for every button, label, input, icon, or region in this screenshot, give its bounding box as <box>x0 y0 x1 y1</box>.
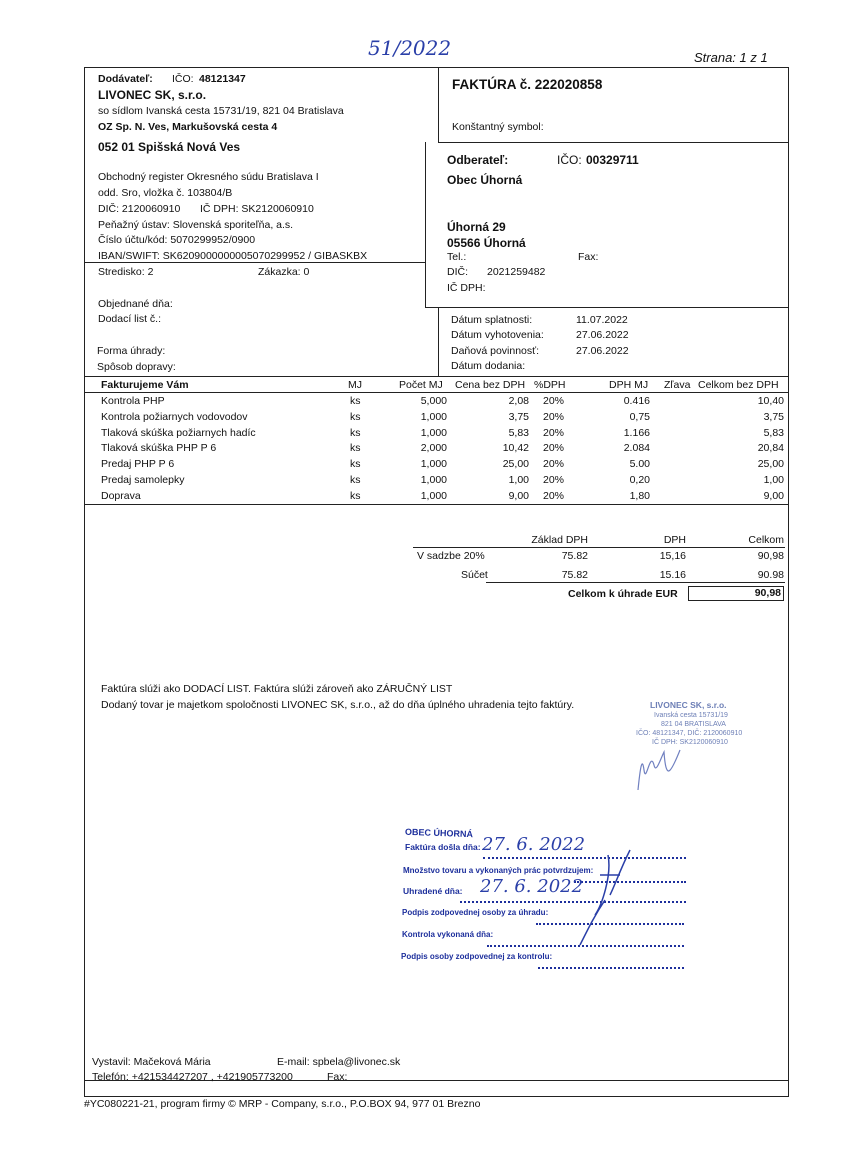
receipt-quantity-label: Množstvo tovaru a vykonaných prác potvrdzujem: <box>403 866 594 875</box>
page-number: Strana: 1 z 1 <box>694 50 768 65</box>
customer-city: 05566 Úhorná <box>447 236 526 250</box>
cell-vat-rate: 20% <box>543 410 565 423</box>
issued-by: Vystavil: Mačeková Mária <box>92 1056 211 1068</box>
cell-vat-unit: 5.00 <box>629 458 650 471</box>
summary-header-vat: DPH <box>663 534 686 546</box>
date-value: 11.07.2022 <box>576 314 628 326</box>
col-header-vat-rate: %DPH <box>534 379 566 391</box>
cell-qty: 2,000 <box>420 442 447 455</box>
cell-vat-rate: 20% <box>543 395 565 407</box>
supplier-iban: IBAN/SWIFT: SK6209000000005070299952 / GIBASKBX <box>98 250 368 262</box>
date-label: Dátum dodania: <box>451 360 526 372</box>
date-label: Daňová povinnosť: <box>451 345 539 357</box>
cell-vat-rate: 20% <box>543 489 565 502</box>
summary-sum-vat: 15.16 <box>659 569 686 581</box>
cell-vat-unit: 2.084 <box>623 442 650 455</box>
cell-price: 3,75 <box>508 410 529 423</box>
customer-fax: Fax: <box>578 251 599 263</box>
col-header-total: Celkom bez DPH <box>698 379 779 391</box>
summary-sum-total: 90.98 <box>757 569 784 581</box>
customer-name: Obec Úhorná <box>447 173 523 187</box>
summary-rate-label: V sadzbe 20% <box>417 550 485 562</box>
cell-price: 5,83 <box>508 426 529 439</box>
customer-tel: Tel.: <box>447 251 467 263</box>
customer-dic: 2021259482 <box>487 266 546 278</box>
footer-fax: Fax: <box>327 1071 348 1083</box>
col-header-unit: MJ <box>348 379 362 391</box>
note-delivery-warranty: Faktúra slúži ako DODACÍ LIST. Faktúra slúži zároveň ako ZÁRUČNÝ LIST <box>101 683 453 695</box>
cell-item: Tlaková skúška požiarnych hadíc <box>101 426 256 439</box>
customer-ico-label: IČO: <box>557 153 582 167</box>
cell-qty: 1,000 <box>420 426 447 439</box>
receipt-paid-label: Uhradené dňa: <box>403 886 463 896</box>
supplier-dic: DIČ: 2120060910 <box>98 203 181 215</box>
total-due-label: Celkom k úhrade EUR <box>568 588 678 600</box>
cell-vat-unit: 1.166 <box>623 426 650 439</box>
col-header-vat-unit: DPH MJ <box>609 379 649 391</box>
cell-price: 25,00 <box>502 458 529 471</box>
customer-icdph: IČ DPH: <box>447 282 486 294</box>
cell-total: 10,40 <box>757 395 784 407</box>
stamp-vat-id: IČ DPH: SK2120060910 <box>652 739 728 746</box>
cell-total: 20,84 <box>757 442 784 455</box>
summary-rate-total: 90,98 <box>757 550 784 562</box>
cell-item: Kontrola požiarnych vodovodov <box>101 410 248 423</box>
cell-vat-unit: 0,75 <box>629 410 650 423</box>
delivery-note-label: Dodací list č.: <box>98 313 162 325</box>
supplier-register: Obchodný register Okresného súdu Bratislava I <box>98 171 319 183</box>
supplier-name: LIVONEC SK, s.r.o. <box>98 88 207 102</box>
summary-sum-label: Súčet <box>461 569 488 581</box>
stredisko: Stredisko: 2 <box>98 266 154 278</box>
receipt-signature <box>560 845 640 955</box>
summary-sum-base: 75.82 <box>561 569 588 581</box>
cell-total: 3,75 <box>763 410 784 423</box>
receipt-received-label: Faktúra došla dňa: <box>405 842 481 852</box>
order-date-label: Objednané dňa: <box>98 298 173 310</box>
cell-item: Predaj samolepky <box>101 474 185 486</box>
receipt-stamp-title: OBEC ÚHORNÁ <box>404 826 474 840</box>
supplier-ico-label: IČO: <box>172 73 194 85</box>
cell-price: 10,42 <box>502 442 529 455</box>
cell-vat-rate: 20% <box>543 474 565 486</box>
customer-label: Odberateľ: <box>447 153 509 167</box>
supplier-seat: so sídlom Ivanská cesta 15731/19, 821 04 Bratislava <box>98 105 344 117</box>
cell-total: 9,00 <box>763 489 784 502</box>
supplier-icdph: IČ DPH: SK2120060910 <box>200 203 314 215</box>
stamp-company-name: LIVONEC SK, s.r.o. <box>650 700 727 710</box>
cell-item: Tlaková skúška PHP P 6 <box>101 442 217 455</box>
col-header-qty: Počet MJ <box>399 379 443 391</box>
cell-unit: ks <box>350 489 361 502</box>
footer-phone: Telefón: +421534427207 , +421905773200 <box>92 1071 293 1083</box>
cell-qty: 1,000 <box>420 489 447 502</box>
supplier-account: Číslo účtu/kód: 5070299952/0900 <box>98 234 256 246</box>
receipt-paid-date: 27. 6. 2022 <box>480 876 584 897</box>
col-header-item: Fakturujeme Vám <box>101 379 189 391</box>
stamp-signature <box>630 730 700 800</box>
cell-vat-rate: 20% <box>543 426 565 439</box>
cell-total: 5,83 <box>763 426 784 439</box>
supplier-register-insert: odd. Sro, vložka č. 103804/B <box>98 187 233 199</box>
cell-price: 2,08 <box>508 395 529 407</box>
cell-unit: ks <box>350 426 361 439</box>
cell-total: 1,00 <box>763 474 784 486</box>
supplier-city: 052 01 Spišská Nová Ves <box>98 140 241 154</box>
date-label: Dátum vyhotovenia: <box>451 329 544 341</box>
receipt-control-signature-label: Podpis osoby zodpovednej za kontrolu: <box>401 952 553 961</box>
col-header-price: Cena bez DPH <box>455 379 526 391</box>
receipt-received-date: 27. 6. 2022 <box>482 834 586 855</box>
shipping-method-label: Spôsob dopravy: <box>97 361 176 373</box>
total-due-value: 90,98 <box>688 586 784 601</box>
cell-unit: ks <box>350 410 361 423</box>
supplier-branch: OZ Sp. N. Ves, Markušovská cesta 4 <box>98 121 278 133</box>
receipt-payment-signature-label: Podpis zodpovednej osoby za úhradu: <box>402 908 549 917</box>
cell-unit: ks <box>350 395 361 407</box>
cell-vat-unit: 0.416 <box>623 395 650 407</box>
cell-price: 1,00 <box>508 474 529 486</box>
date-label: Dátum splatnosti: <box>451 314 533 326</box>
cell-qty: 1,000 <box>420 458 447 471</box>
summary-rate-base: 75.82 <box>561 550 588 562</box>
handwritten-reference: 51/2022 <box>368 36 452 60</box>
stamp-ids: IČO: 48121347, DIČ: 2120060910 <box>636 730 743 737</box>
date-value: 27.06.2022 <box>576 345 629 357</box>
summary-header-base: Základ DPH <box>531 534 588 546</box>
stamp-city: 821 04 BRATISLAVA <box>661 721 726 728</box>
cell-vat-unit: 0,20 <box>629 474 650 486</box>
cell-price: 9,00 <box>508 489 529 502</box>
cell-item: Doprava <box>101 489 141 502</box>
supplier-label: Dodávateľ: <box>98 73 153 85</box>
cell-item: Kontrola PHP <box>101 395 165 407</box>
customer-street: Úhorná 29 <box>447 220 506 234</box>
supplier-bank: Peňažný ústav: Slovenská sporiteľňa, a.s. <box>98 219 294 231</box>
payment-method-label: Forma úhrady: <box>97 345 166 357</box>
cell-qty: 5,000 <box>420 395 447 407</box>
summary-rate-vat: 15,16 <box>659 550 686 562</box>
constant-symbol-label: Konštantný symbol: <box>452 121 544 133</box>
note-ownership: Dodaný tovar je majetkom spoločnosti LIVONEC SK, s.r.o., až do dňa úplného uhradenia tejto faktúry. <box>101 699 575 711</box>
date-value: 27.06.2022 <box>576 329 629 341</box>
cell-total: 25,00 <box>757 458 784 471</box>
cell-vat-rate: 20% <box>543 458 565 471</box>
cell-item: Predaj PHP P 6 <box>101 458 175 471</box>
cell-unit: ks <box>350 474 361 486</box>
receipt-control-date-label: Kontrola vykonaná dňa: <box>402 930 494 939</box>
cell-vat-unit: 1,80 <box>629 489 650 502</box>
invoice-title: FAKTÚRA č. 222020858 <box>452 77 603 92</box>
customer-dic-label: DIČ: <box>447 266 468 278</box>
customer-ico: 00329711 <box>586 153 639 167</box>
cell-qty: 1,000 <box>420 474 447 486</box>
cell-vat-rate: 20% <box>543 442 565 455</box>
stamp-street: Ivanská cesta 15731/19 <box>654 712 728 719</box>
cell-unit: ks <box>350 458 361 471</box>
cell-qty: 1,000 <box>420 410 447 423</box>
cell-unit: ks <box>350 442 361 455</box>
program-footer: #YC080221-21, program firmy © MRP - Company, s.r.o., P.O.BOX 94, 977 01 Brezno <box>84 1098 481 1110</box>
supplier-ico: 48121347 <box>199 73 246 85</box>
footer-email: E-mail: spbela@livonec.sk <box>277 1056 401 1068</box>
col-header-discount: Zľava <box>664 379 691 391</box>
zakazka: Zákazka: 0 <box>258 266 310 278</box>
summary-header-total: Celkom <box>748 534 784 546</box>
